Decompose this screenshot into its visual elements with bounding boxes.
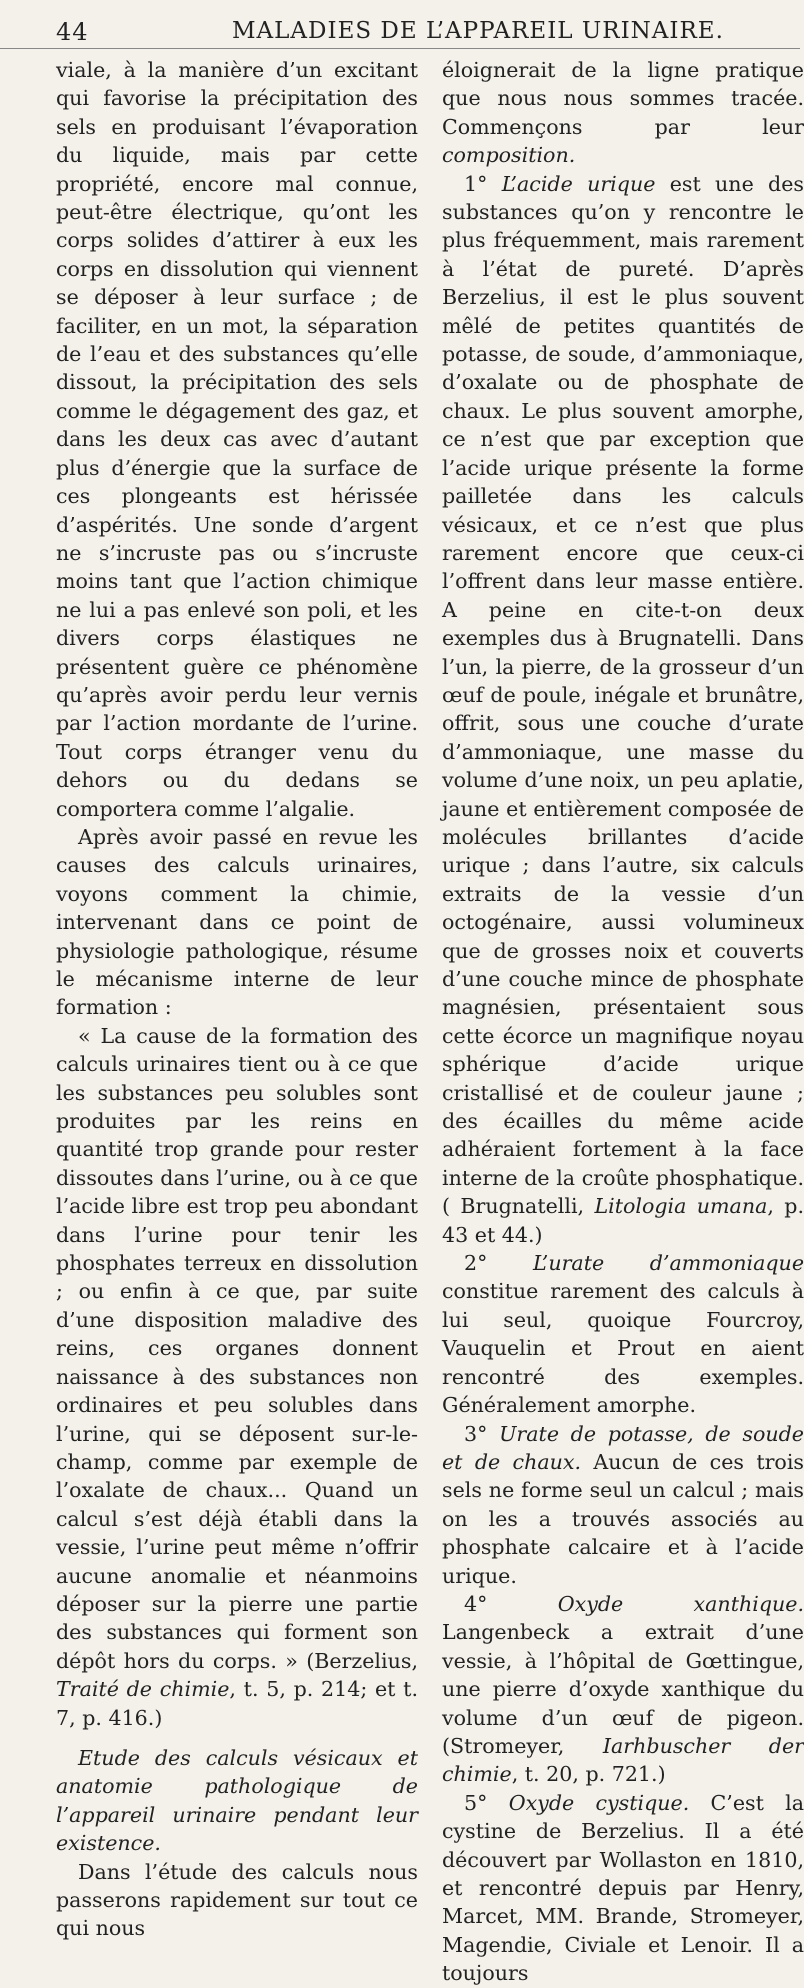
quote-berzelius [56,1022,418,1732]
item-oxyde-xanthique [442,1590,804,1789]
paragraph-review: Après avoir passé en revue les causes des calculs urinaires, voyons comment la chimie, intervenant dans ce point de physiologie pathologique, résume le mécanisme interne de leur formation : [56,824,418,1020]
section-heading: Etude des calculs vésicaux et anatomie pathologique de l’appareil urinaire pendant leur existence. [56,1745,418,1856]
citation-detail: , p. 43 et 44.) [442,1194,804,1247]
item-text: Aucun de ces trois sels ne forme seul un calcul ; mais on les a trouvés associés au phosphate calcaire et à l’acide urique. [442,1449,804,1588]
item-urate-ammoniaque [442,1249,804,1419]
composition-text: éloignerait de la ligne pratique que nous nous sommes tracée. Commençons par leur [442,58,804,139]
right-column [442,56,804,1988]
quote-text: « La cause de la formation des calculs urinaires tient ou à ce que les substances peu solubles sont produites par les reins en quantité trop grande pour rester dissoutes dans l’urine, ou à ce que l’acide libre est trop peu abondant dans l’urine pour tenir les phosphates terreux en dissolution ; ou enfin à ce que, par suite d’une disposition maladive des reins, ces organes donnent naissance à des substances non ordinaires et peu solubles dans l’urine, qui se déposent sur-le-champ, comme par exemple de l’oxalate de chaux... Quand un calcul s’est déjà établi dans la vessie, l’urine peut même n’offrir aucune anomalie et néanmoins déposer sur la pierre une partie des substances qui forment son dépôt hors du corps. » (Berzelius, [56,1023,418,1673]
citation-title: Litologia umana [594,1194,768,1219]
item-term: Urate de potasse, de soude et de chaux. [442,1421,804,1474]
citation-detail: , t. 20, p. 721.) [511,1762,666,1787]
item-number: 2° [464,1251,488,1276]
citation-title: Iarhbuscher der chimie [442,1733,804,1787]
item-text: Langenbeck a extrait d’une vessie, à l’hôpital de Gœttingue, une pierre d’oxyde xanthique du volume d’un œuf de pigeon. (Stromeyer, [442,1620,804,1758]
item-term: Oxyde xanthique. [557,1591,804,1616]
item-number: 5° [464,1790,488,1815]
item-term: Oxyde cystique. [508,1790,690,1815]
paragraph-composition [442,56,804,170]
running-title: MALADIES DE L’APPAREIL URINAIRE. [232,18,724,44]
item-number: 3° [464,1421,488,1446]
item-urate-potasse [442,1420,804,1590]
item-text: C’est la cystine de Berzelius. Il a été découvert par Wollaston en 1810, et rencontré depuis par Henry, Marcet, MM. Brande, Stromeyer, Magendie, Civiale et Lenoir. Il a toujours [442,1790,804,1986]
citation-detail: , t. 5, p. 214; et t. 7, p. 416.) [56,1677,418,1730]
item-term: L’acide urique [501,171,656,196]
left-column [56,56,418,1943]
composition-term: composition. [442,143,576,168]
paragraph-intro-study: Dans l’étude des calculs nous passerons rapidement sur tout ce qui nous [56,1859,418,1941]
item-oxyde-cystique [442,1789,804,1988]
item-text: est une des substances qu’on y rencontre le plus fréquemment, mais rarement à l’état de pureté. D’après Berzelius, il est le plus souvent mêlé de petites quantités de potasse, de soude, d’ammoniaque, d’oxalate ou de phosphate de chaux. Le plus souvent amorphe, ce n’est que par exception que l’acide urique présente la forme pailletée dans les calculs vésicaux, et ce n’est que plus rarement encore que ceux-ci l’offrent dans leur masse entière. A peine en cite-t-on deux exemples dus à Brugnatelli. Dans l’un, la pierre, de la grosseur d’un œuf de poule, inégale et brunâtre, offrit, sous une couche d’urate d’ammoniaque, une masse du volume d’une noix, un peu aplatie, jaune et entièrement composée de molécules brillantes d’acide urique ; dans l’autre, six calculs extraits de la vessie d’un octogénaire, aussi volumineux que de grosses noix et couverts d’une couche mince de phosphate magnésien, présentaient sous cette écorce un magnifique noyau sphérique d’acide urique cristallisé et de couleur jaune ; des écailles du même acide adhéraient fortement à la face interne de la croûte phosphatique. ( Brugnatelli, [442,171,804,1219]
item-term: L’urate d’ammoniaque [533,1251,804,1276]
page-number: 44 [56,18,89,46]
item-acide-urique [442,170,804,1249]
item-number: 4° [464,1591,488,1616]
page-header [0,12,800,49]
item-text: constitue rarement des calculs à lui seul, quoique Fourcroy, Vauquelin et Prout en aient rencontré des exemples. Généralement amorphe. [442,1279,804,1418]
citation-title: Traité de chimie [56,1677,230,1702]
item-number: 1° [464,171,488,196]
paragraph-continued: viale, à la manière d’un excitant qui favorise la précipitation des sels en produisant l’évaporation du liquide, mais par cette propriété, encore mal connue, peut-être électrique, qu’ont les corps solides d’attirer à eux les corps en dissolution qui viennent se déposer à leur surface ; de faciliter, en un mot, la séparation de l’eau et des substances qu’elle dissout, la précipitation des sels comme le dégagement des gaz, et dans les deux cas avec d’autant plus d’énergie que la surface de ces plongeants est hérissée d’aspérités. Une sonde d’argent ne s’incruste pas ou s’incruste moins tant que l’action chimique ne lui a pas enlevé son poli, et les divers corps élastiques ne présentent guère ce phénomène qu’après avoir perdu leur vernis par l’action mordante de l’urine. Tout corps étranger venu du dehors ou du dedans se comportera comme l’algalie. [56,58,418,821]
